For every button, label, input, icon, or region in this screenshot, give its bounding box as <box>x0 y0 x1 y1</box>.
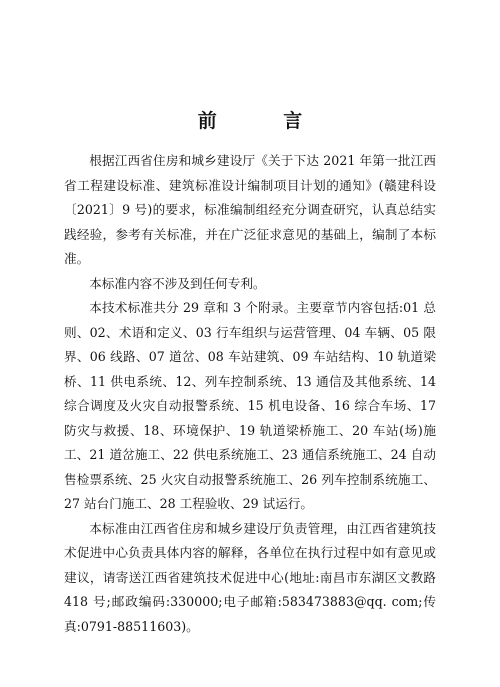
page-title: 前 言 <box>197 110 333 132</box>
paragraph-management: 本标准由江西省住房和城乡建设厅负责管理，由江西省建筑技术促进中心负责具体内容的解释，各单位在执行过程中如有意见或建议，请寄送江西省建筑技术促进中心(地址:南昌市东湖区文教路 418 号;邮政编码:330000;电子邮箱:583473883@qq. com;传真:0791-88511603)。 <box>64 520 436 634</box>
paragraph-chapters: 本技术标准共分 29 章和 3 个附录。主要章节内容包括:01 总则、02、术语和定义、03 行车组织与运营管理、04 车辆、05 限界、06 线路、07 道岔、08 车站建筑、09 车站结构、10 轨道梁桥、11 供电系统、12、列车控制系统、13 通信及其他系统、14 综合调度及火灾自动报警系统、15 机电设备、16 综合车场、17 防灾与救援、18、环境保护、19 轨道梁桥施工、20 车站(场)施工、21 道岔施工、22 供电系统施工、23 通信系统施工、24 自动售检票系统、25 火灾自动报警系统施工、26 列车控制系统施工、27 站台门施工、28 工程验收、29 试运行。 <box>64 300 436 511</box>
paragraph-patent: 本标准内容不涉及到任何专利。 <box>89 275 266 291</box>
preface-body <box>64 149 436 639</box>
paragraph-background: 根据江西省住房和城乡建设厅《关于下达 2021 年第一批江西省工程建设标准、建筑标准设计编制项目计划的通知》(赣建科设〔2021〕9 号)的要求，标准编制组经充分调查研究，认真总结实践经验，参考有关标准，并在广泛征求意见的基础上，编制了本标准。 <box>64 153 436 266</box>
